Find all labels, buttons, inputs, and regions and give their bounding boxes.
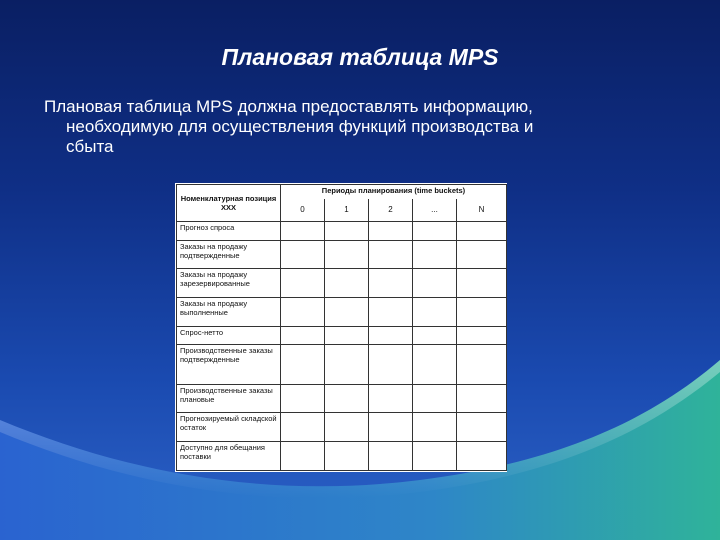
period-0: 0: [281, 199, 325, 222]
table-row: [177, 442, 507, 471]
table-row: [177, 298, 507, 327]
table-row: [177, 240, 507, 269]
table-row: [177, 384, 507, 413]
row-label: Заказы на продажу выполненные: [177, 298, 281, 327]
slide-title: Плановая таблица MPS: [221, 44, 499, 70]
table-row: [177, 269, 507, 298]
row-label: Спрос-нетто: [177, 326, 281, 345]
body-line-1: Плановая таблица MPS должна предоставлять информацию,: [44, 97, 533, 116]
table-row: [177, 222, 507, 241]
body-line-3: сбыта: [66, 137, 114, 156]
row-label: Прогноз спроса: [177, 222, 281, 241]
table-row: [177, 345, 507, 384]
body-line-2: необходимую для осуществления функций производства и: [66, 117, 534, 136]
period-ellipsis: ...: [413, 199, 457, 222]
period-n: N: [457, 199, 507, 222]
row-label: Заказы на продажу зарезервированные: [177, 269, 281, 298]
slide-body-text: [44, 97, 664, 157]
row-label: Прогнозируемый складской остаток: [177, 413, 281, 442]
row-label: Доступно для обещания поставки: [177, 442, 281, 471]
row-label: Производственные заказы плановые: [177, 384, 281, 413]
mps-table: [176, 184, 507, 471]
row-label: Производственные заказы подтвержденные: [177, 345, 281, 384]
item-header: Номенклатурная позиция XXX: [177, 185, 281, 222]
mps-table-image: [175, 183, 507, 472]
table-row: [177, 326, 507, 345]
period-1: 1: [325, 199, 369, 222]
periods-header: Периоды планирования (time buckets): [281, 185, 507, 199]
period-2: 2: [369, 199, 413, 222]
row-label: Заказы на продажу подтвержденные: [177, 240, 281, 269]
table-row: [177, 413, 507, 442]
